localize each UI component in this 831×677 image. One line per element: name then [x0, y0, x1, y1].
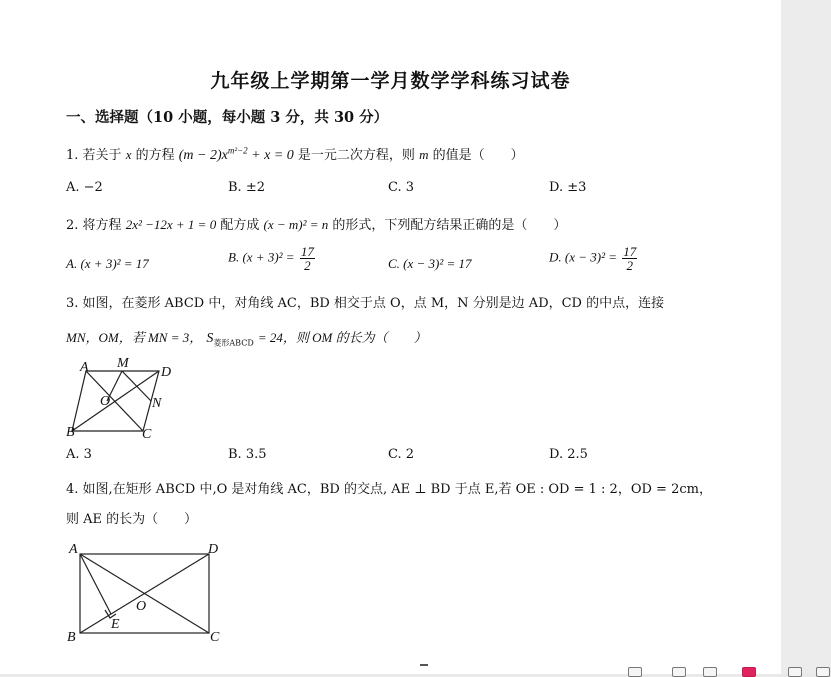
rectangle-figure — [64, 538, 230, 648]
label-o: O — [136, 599, 147, 614]
label-m: M — [117, 356, 129, 371]
question-3-line-2: MN，OM，若 MN = 3， $S_{菱形ABCD} = 24$，则 OM 的长为（ ） — [66, 330, 427, 348]
view-icon[interactable] — [628, 667, 642, 677]
label-c: C — [210, 630, 220, 645]
rhombus-figure — [64, 354, 180, 444]
section-heading: 一、选择题（10 小题，每小题 3 分，共 30 分） — [66, 109, 389, 126]
q1-option-b: B. ±2 — [228, 180, 265, 195]
label-d: D — [208, 542, 219, 557]
q2-option-a: A. (x + 3)² = 17 — [66, 256, 149, 271]
question-4-line-1: 4. 如图,在矩形 ABCD 中,O 是对角线 AC，BD 的交点, AE ⊥ BD 于点 E,若 OE : OD = 1 : 2，OD = 2cm， — [66, 482, 712, 497]
fullscreen-icon[interactable] — [816, 667, 830, 677]
page-icon[interactable] — [672, 667, 686, 677]
q3-option-d: D. 2.5 — [549, 447, 588, 462]
record-icon[interactable] — [742, 667, 756, 677]
q2-option-b: B. (x + 3)² = $\frac{17}{2}$ — [228, 244, 314, 273]
q3-option-a: A. 3 — [66, 447, 92, 462]
page-fold-mark — [420, 664, 428, 666]
window-icon[interactable] — [788, 667, 802, 677]
label-a: A — [69, 542, 78, 557]
q3-option-c: C. 2 — [388, 447, 415, 462]
q2-option-d: D. (x − 3)² = $\frac{17}{2}$ — [549, 244, 637, 273]
question-2: 2. 将方程 2x² −12x + 1 = 0 配方成 (x − m)² = n 的形式，下列配方结果正确的是（ ） — [66, 217, 567, 233]
q1-option-c: C. 3 — [388, 180, 415, 195]
q1-equation: $(m - 2)x^{m^2-2} + x = 0$ — [178, 145, 294, 163]
page-title: 九年级上学期第一学月数学学科练习试卷 — [210, 70, 571, 92]
right-scroll-margin[interactable] — [781, 0, 831, 674]
q3-option-b: B. 3.5 — [228, 447, 267, 462]
segment-mn — [122, 371, 151, 401]
question-4-line-2: 则 AE 的长为（ ） — [66, 512, 198, 527]
label-a: A — [80, 360, 89, 375]
grid-icon[interactable] — [703, 667, 717, 677]
q1-option-d: D. ±3 — [549, 180, 587, 195]
q1-option-a: A. −2 — [66, 180, 103, 195]
label-n: N — [152, 396, 162, 411]
label-b: B — [67, 630, 76, 645]
question-3-line-1: 3. 如图，在菱形 ABCD 中，对角线 AC，BD 相交于点 O，点 M，N 分别是边 AD，CD 的中点，连接 — [66, 296, 665, 311]
label-c: C — [142, 427, 152, 442]
label-d: D — [161, 365, 172, 380]
q2-option-c: C. (x − 3)² = 17 — [388, 256, 472, 271]
label-o: O — [100, 394, 111, 409]
question-1: 1. 若关于 x 的方程 $(m - 2)x^{m^2-2} + x = 0$ 是一元二次方程，则 m 的值是（ ） — [66, 145, 524, 163]
label-e: E — [111, 617, 120, 632]
label-b: B — [66, 425, 75, 440]
